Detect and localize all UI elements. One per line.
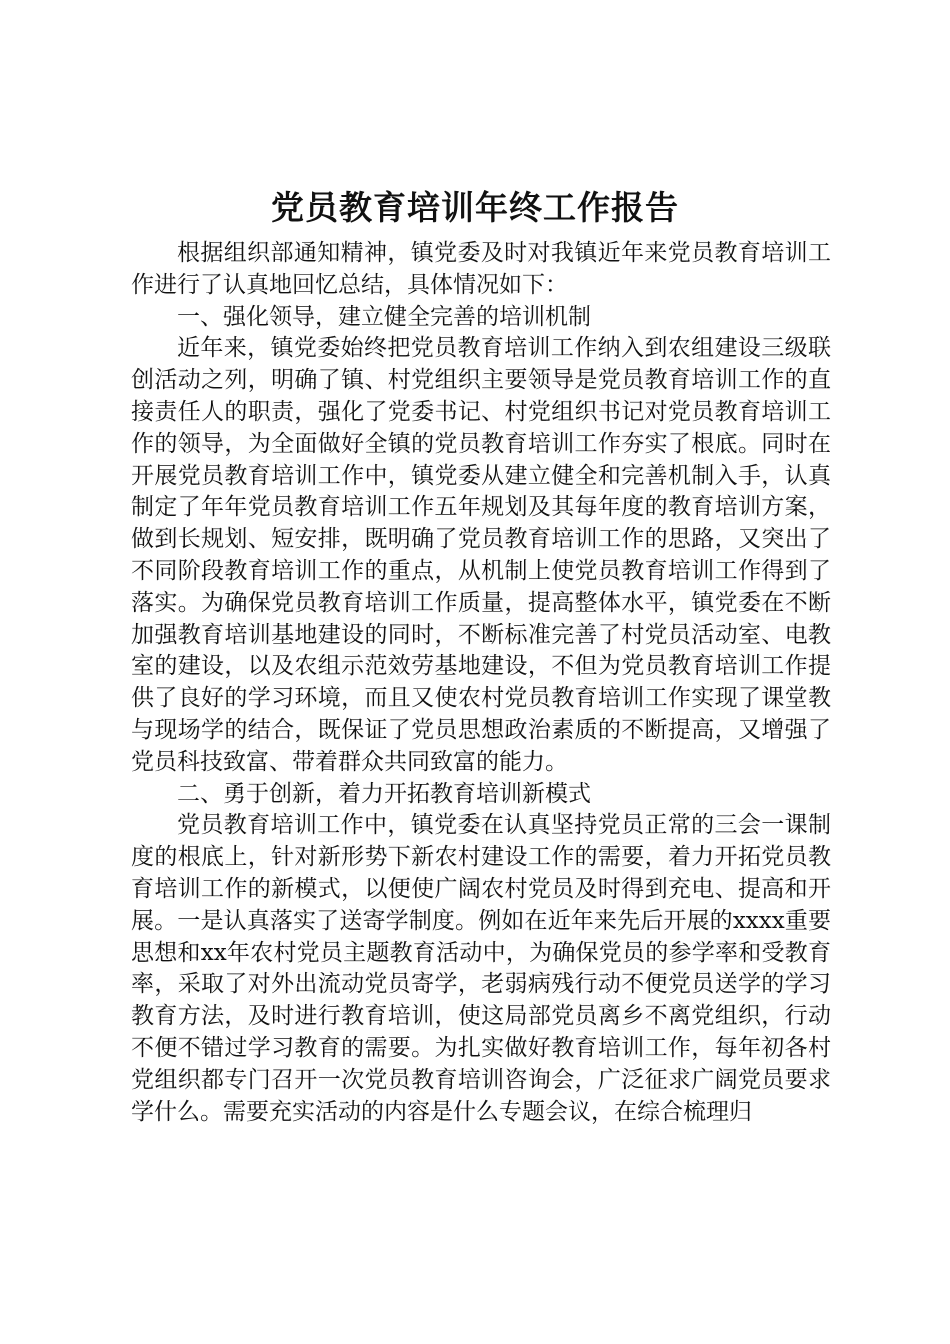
section-heading-2: 二、勇于创新，着力开拓教育培训新模式 [177,780,591,807]
document-title: 党员教育培训年终工作报告 [271,188,679,227]
section-heading-1: 一、强化领导，建立健全完善的培训机制 [177,303,591,330]
section-1-paragraph: 近年来，镇党委始终把党员教育培训工作纳入到农组建设三级联创活动之列，明确了镇、村党组织主要领导是党员教育培训工作的直接责任人的职责，强化了党委书记、村党组织书记对党员教育培训工作的领导，为全面做好全镇的党员教育培训工作夯实了根底。同时在开展党员教育培训工作中，镇党委从建立健全和完善机制入手，认真制定了年年党员教育培训工作五年规划及其每年度的教育培训方案，做到长规划、短安排，既明确了党员教育培训工作的思路，又突出了不同阶段教育培训工作的重点，从机制上使党员教育培训工作得到了落实。为确保党员教育培训工作质量，提高整体水平，镇党委在不断加强教育培训基地建设的同时，不断标准完善了村党员活动室、电教室的建设，以及农组示范效劳基地建设，不但为党员教育培训工作提供了良好的学习环境，而且又使农村党员教育培训工作实现了课堂教与现场学的结合，既保证了党员思想政治素质的不断提高，又增强了党员科技致富、带着群众共同致富的能力。 [131,335,831,775]
document-body [131,238,831,1128]
section-2-paragraph: 党员教育培训工作中，镇党委在认真坚持党员正常的三会一课制度的根底上，针对新形势下新农村建设工作的需要，着力开拓党员教育培训工作的新模式，以便使广阔农村党员及时得到充电、提高和开展。一是认真落实了送寄学制度。例如在近年来先后开展的xxxx重要思想和xx年农村党员主题教育活动中，为确保党员的参学率和受教育率，采取了对外出流动党员寄学，老弱病残行动不便党员送学的学习教育方法，及时进行教育培训，使这局部党员离乡不离党组织，行动不便不错过学习教育的需要。为扎实做好教育培训工作，每年初各村党组织都专门召开一次党员教育培训咨询会，广泛征求广阔党员要求学什么。需要充实活动的内容是什么专题会议，在综合梳理归 [131,812,831,1125]
intro-paragraph: 根据组织部通知精神，镇党委及时对我镇近年来党员教育培训工作进行了认真地回忆总结，具体情况如下： [131,240,831,298]
